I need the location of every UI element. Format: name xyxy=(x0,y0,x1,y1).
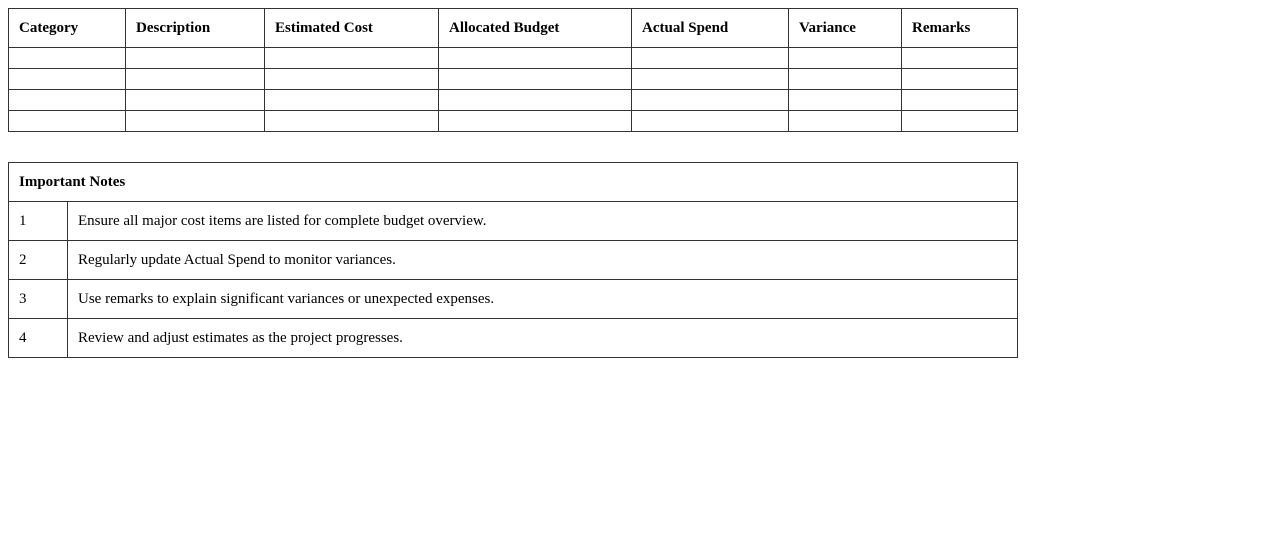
note-text: Regularly update Actual Spend to monitor variances. xyxy=(68,241,1018,280)
cell-variance[interactable] xyxy=(789,69,902,90)
note-text: Ensure all major cost items are listed for complete budget overview. xyxy=(68,202,1018,241)
note-row xyxy=(9,319,1018,358)
cell-variance[interactable] xyxy=(789,111,902,132)
cell-estimated-cost[interactable] xyxy=(265,111,439,132)
note-number: 1 xyxy=(9,202,68,241)
header-variance: Variance xyxy=(789,9,902,48)
note-text: Review and adjust estimates as the project progresses. xyxy=(68,319,1018,358)
cell-category[interactable] xyxy=(9,48,126,69)
notes-table xyxy=(8,162,1018,358)
cell-description[interactable] xyxy=(126,111,265,132)
cell-remarks[interactable] xyxy=(902,111,1018,132)
note-number: 2 xyxy=(9,241,68,280)
budget-header-row xyxy=(9,9,1018,48)
notes-title: Important Notes xyxy=(9,163,1018,202)
cell-allocated-budget[interactable] xyxy=(439,111,632,132)
note-row xyxy=(9,280,1018,319)
cell-remarks[interactable] xyxy=(902,48,1018,69)
cell-category[interactable] xyxy=(9,90,126,111)
table-row xyxy=(9,111,1018,132)
cell-category[interactable] xyxy=(9,111,126,132)
budget-table xyxy=(8,8,1018,132)
cell-actual-spend[interactable] xyxy=(632,48,789,69)
cell-description[interactable] xyxy=(126,90,265,111)
cell-actual-spend[interactable] xyxy=(632,69,789,90)
cell-allocated-budget[interactable] xyxy=(439,48,632,69)
header-description: Description xyxy=(126,9,265,48)
note-number: 4 xyxy=(9,319,68,358)
table-row xyxy=(9,48,1018,69)
header-actual-spend: Actual Spend xyxy=(632,9,789,48)
cell-remarks[interactable] xyxy=(902,69,1018,90)
note-row xyxy=(9,202,1018,241)
cell-variance[interactable] xyxy=(789,48,902,69)
header-estimated-cost: Estimated Cost xyxy=(265,9,439,48)
cell-variance[interactable] xyxy=(789,90,902,111)
table-row xyxy=(9,69,1018,90)
cell-estimated-cost[interactable] xyxy=(265,90,439,111)
cell-allocated-budget[interactable] xyxy=(439,90,632,111)
cell-allocated-budget[interactable] xyxy=(439,69,632,90)
header-remarks: Remarks xyxy=(902,9,1018,48)
cell-actual-spend[interactable] xyxy=(632,111,789,132)
cell-description[interactable] xyxy=(126,69,265,90)
cell-description[interactable] xyxy=(126,48,265,69)
header-category: Category xyxy=(9,9,126,48)
cell-category[interactable] xyxy=(9,69,126,90)
note-row xyxy=(9,241,1018,280)
table-row xyxy=(9,90,1018,111)
cell-actual-spend[interactable] xyxy=(632,90,789,111)
note-text: Use remarks to explain significant variances or unexpected expenses. xyxy=(68,280,1018,319)
cell-estimated-cost[interactable] xyxy=(265,69,439,90)
note-number: 3 xyxy=(9,280,68,319)
header-allocated-budget: Allocated Budget xyxy=(439,9,632,48)
cell-estimated-cost[interactable] xyxy=(265,48,439,69)
cell-remarks[interactable] xyxy=(902,90,1018,111)
notes-header-row xyxy=(9,163,1018,202)
